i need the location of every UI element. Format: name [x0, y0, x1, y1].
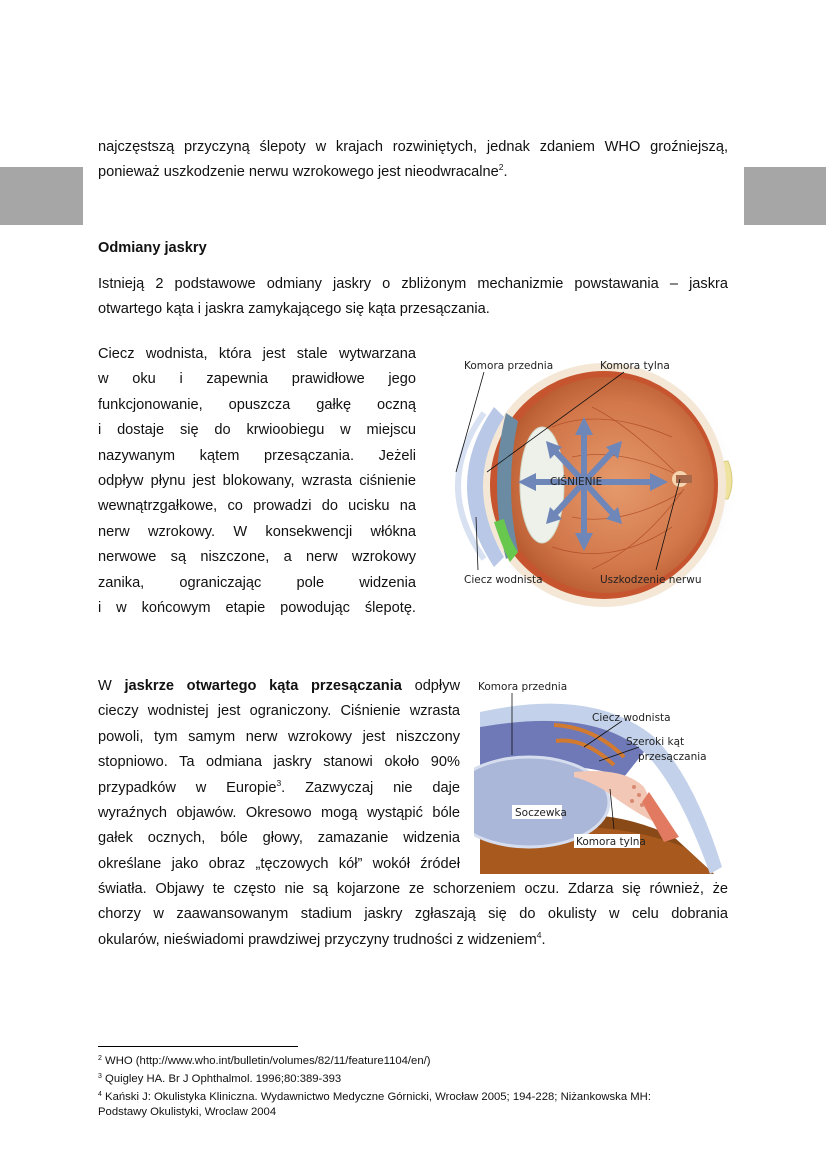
text-line: otwartego kąta i jaskra zamykającego się kąta przesączania. [98, 301, 490, 318]
label-nerve-damage: Uszkodzenie nerwu [600, 574, 702, 586]
label-wide-angle-2: przesączania [638, 751, 707, 763]
text-line: Ciecz wodnista, która jest stale wytwarzana [98, 346, 416, 362]
label-aqueous-humor: Ciecz wodnista [464, 574, 543, 586]
figure-eye-pressure [432, 347, 738, 613]
anterior-segment-illustration [474, 677, 724, 874]
label-posterior-chamber: Komora tylna [600, 360, 670, 372]
text-line: najczęstszą przyczyną ślepoty w krajach rozwiniętych, jednak zdaniem WHO groźniejszą, [98, 139, 728, 155]
paragraph-open-angle [98, 674, 460, 877]
side-tab-left [0, 167, 83, 225]
text-line: W jaskrze otwartego kąta przesączania odpływ [98, 678, 461, 694]
text-line: wyraźnych objawów. Okresowo mogą wystąpić bóle [98, 805, 460, 822]
figure-open-angle [474, 677, 724, 874]
paragraph-aqueous-humor [98, 342, 416, 621]
text-line: określane jako obraz „tęczowych kół” wokół źródeł [98, 855, 460, 872]
text-line: światła. Objawy te często nie są kojarzone ze schorzeniem oczu. Zdarza się również, że [98, 881, 728, 897]
footnote-ref[interactable]: 4 [536, 929, 542, 940]
footnote-3: $^3$ Quigley HA. Br J Ophthalmol. 1996;80:389-393 [98, 1073, 342, 1085]
label-anterior-chamber: Komora przednia [464, 360, 554, 372]
text-line: ponieważ uszkodzenie nerwu wzrokowego jest nieodwracalne$^2$. [98, 162, 508, 181]
text-line: okularów, nieświadomi prawdziwej przyczyny trudności z widzeniem$^4$. [98, 929, 546, 948]
label-aqueous-humor: Ciecz wodnista [592, 712, 671, 724]
label-wide-angle-1: Szeroki kąt [626, 736, 685, 748]
text-line: gałek ocznych, bóle głowy, zamazanie widzenia [98, 830, 460, 847]
label-pressure: CIŚNIENIE [550, 476, 603, 488]
text-line: nazywanym kątem przesączania. Jeżeli [98, 447, 416, 464]
paragraph-variants [98, 272, 728, 323]
footnote-2: $^2$ WHO (http://www.who.int/bulletin/volumes/82/11/feature1104/en/) [98, 1055, 431, 1067]
text-line: nerwowe są niszczone, a nerw wzrokowy [98, 549, 416, 566]
text-line: odpływ płynu jest blokowany, wzrasta ciśnienie [98, 473, 416, 490]
text-line: wewnątrzgałkowe, co prowadzi do ucisku na [98, 498, 416, 515]
text-line: cieczy wodnistej jest ograniczony. Ciśnienie wzrasta [98, 703, 460, 720]
footnote-separator [98, 1046, 298, 1047]
label-lens: Soczewka [515, 807, 567, 819]
text-line: stopniowo. Ta odmiana jaskry stanowi około 90% [98, 754, 460, 771]
footnote-4: $^4$ Kański J: Okulistyka Kliniczna. Wydawnictwo Medyczne Górnicki, Wrocław 2005; 194-228; Niżankowska MH: [98, 1091, 651, 1103]
footnote-4-continued: Podstawy Okulistyki, Wroclaw 2004 [98, 1106, 277, 1118]
text-line: powoli, tym samym nerw wzrokowy jest niszczony [98, 728, 460, 745]
intro-paragraph [98, 135, 728, 186]
text-line: i w końcowym etapie powodując ślepotę. [98, 600, 416, 617]
text-line: chorzy w zaawansowanym stadium jaskry zgłaszają się do okulisty w celu dobrania [98, 906, 728, 923]
side-tab-right [744, 167, 826, 225]
paragraph-open-angle-continued [98, 877, 728, 953]
footnote-ref[interactable]: 3 [276, 777, 282, 788]
text-line: funkcjonowanie, opuszcza gałkę oczną [98, 396, 416, 413]
footnote-ref[interactable]: 2 [498, 162, 504, 173]
label-anterior-chamber: Komora przednia [478, 681, 568, 693]
label-posterior-chamber: Komora tylna [576, 836, 646, 848]
text-line: przypadków w Europie$^3$. Zazwyczaj nie daje [98, 777, 460, 796]
text-line: i dostaje się do krwioobiegu w miejscu [98, 422, 416, 439]
section-heading: Odmiany jaskry [98, 240, 207, 256]
eye-diagram-illustration [432, 347, 738, 613]
text-line: nerw wzrokowy. W konsekwencji włókna [98, 523, 416, 540]
text-line: w oku i zapewnia prawidłowe jego [98, 371, 416, 388]
text-line: zanika, ograniczając pole widzenia [98, 574, 416, 591]
text-line: Istnieją 2 podstawowe odmiany jaskry o zbliżonym mechanizmie powstawania – jaskra [98, 276, 728, 292]
